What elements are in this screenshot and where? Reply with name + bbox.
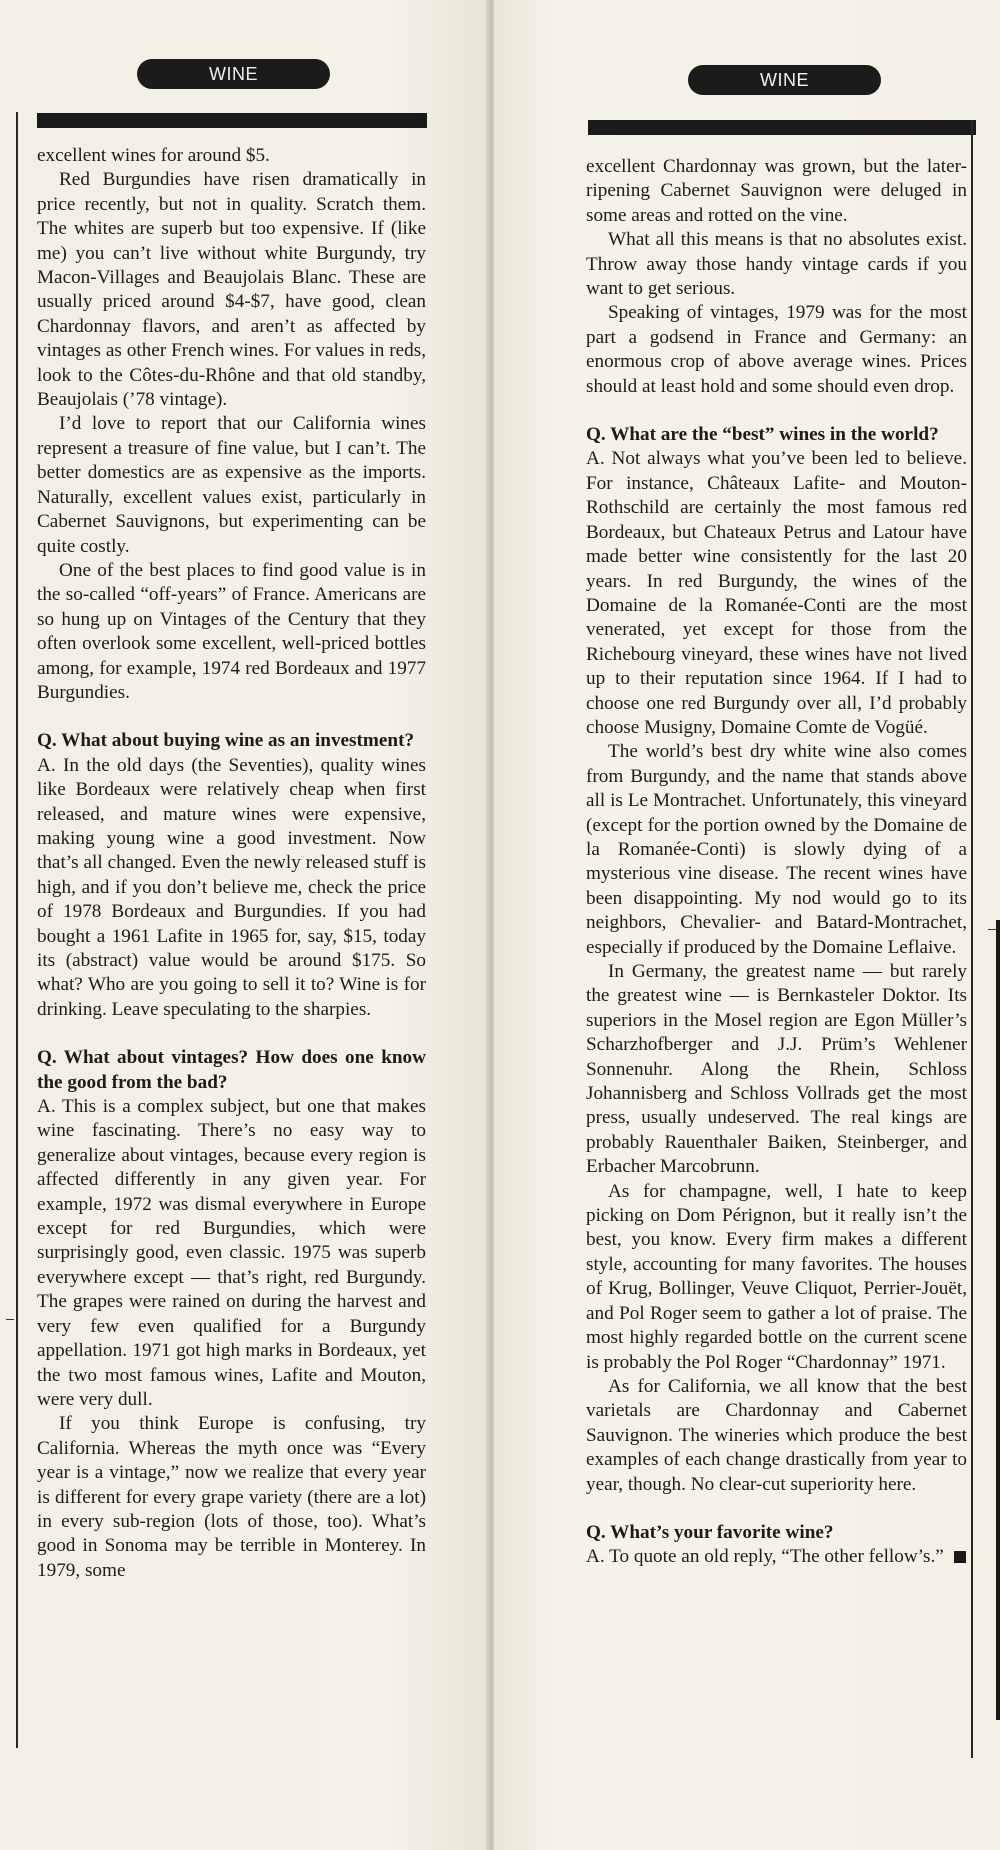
paragraph: If you think Europe is confusing, try California. Whereas the myth once was “Every year is a vintage,” now we realize that every year is different for every grape variety (there are a lot) in every sub-region (lots of those, too). What’s good in Sonoma may be terrible in Monterey. In 1979, some (37, 1413, 426, 1581)
section-label-pill (137, 59, 330, 89)
answer-paragraph: A. Not always what you’ve been led to believe. For instance, Châteaux Lafite- and Mouton-Rothschild are certainly the most famous red Bordeaux, but Chateaux Petrus and Latour have made better wine consistently for the last 20 years. In red Burgundy, the wines of the Domaine de la Romanée-Conti are the most venerated, yet except for those from the Richebourg vineyard, these wines have not lived up to their reputation since 1964. If I had to choose one red Burgundy over all, I’d probably choose Musigny, Domaine Comte de Vogüé. (586, 448, 967, 738)
section-label-pill (688, 65, 881, 95)
section-label: WINE (209, 64, 258, 84)
left-page (0, 0, 488, 1850)
answer-paragraph (586, 1545, 967, 1569)
column-rule (971, 120, 973, 1758)
header-rule (588, 120, 976, 135)
paragraph: I’d love to report that our California wines represent a treasure of fine value, but I can’t. The better domestics are as expensive as the imports. Naturally, excellent values exist, particularly in Cabernet Sauvignons, but experimenting can be quite costly. (37, 413, 426, 557)
section-label: WINE (760, 70, 809, 90)
paragraph: As for California, we all know that the best varietals are Chardonnay and Cabernet Sauvignon. The wineries which produce the best examples of each change drastically from year to year, though. No clear-cut superiority here. (586, 1375, 967, 1495)
margin-tick (988, 929, 996, 930)
page-edge (996, 920, 1000, 1720)
column-rule (16, 112, 18, 1748)
paragraph: In Germany, the greatest name — but rarely the greatest wine — is Bernkasteler Doktor. Its superiors in the Mosel region are Egon Müller’s Scharzhofberger and J.J. Prüm’s Wehlener Sonnenuhr. Along the Rhein, Schloss Johannisberg and Schloss Vollrads get the most press, usually undeserved. The real kings are probably Rauenthaler Baiken, Steinberger, and Erbacher Marcobrunn. (586, 961, 967, 1178)
paragraph: excellent Chardonnay was grown, but the later-ripening Cabernet Sauvignon were deluged in some areas and rotted on the vine. (586, 156, 967, 226)
answer-paragraph: A. In the old days (the Seventies), quality wines like Bordeaux were relatively cheap when first released, and mature wines were expensive, making young wine a good investment. Now that’s all changed. Even the newly released stuff is high, and if you don’t believe me, check the price of 1978 Bordeaux and Burgundies. If you had bought a 1961 Lafite in 1965 for, say, $15, today its (abstract) value would be around $175. So what? Who are you going to sell it to? Wine is for drinking. Leave speculating to the sharpies. (37, 754, 426, 1020)
question-heading: Q. What’s your favorite wine? (586, 1521, 834, 1543)
paragraph: As for champagne, well, I hate to keep picking on Dom Pérignon, but it really isn’t the best, you know. Every firm makes a different style, accounting for many favorites. The houses of Krug, Bollinger, Veuve Cliquot, Perrier-Jouët, and Pol Roger seem to gather a lot of praise. The most highly regarded bottle on the current scene is probably the Pol Roger “Chardonnay” 1971. (586, 1180, 967, 1373)
header-rule (37, 113, 427, 128)
paragraph: Speaking of vintages, 1979 was for the most part a godsend in France and Germany: an enormous crop of above average wines. Prices should at least hold and some should even drop. (586, 302, 967, 397)
question-heading: Q. What about buying wine as an investment? (37, 730, 415, 752)
paragraph: Red Burgundies have risen dramatically in price recently, but not in quality. Scratch them. The whites are superb but too expensive. If (like me) you can’t live without white Burgundy, try Macon-Villages and Beaujolais Blanc. These are usually priced around $4-$7, have good, clean Chardonnay flavors, and aren’t as affected by vintages as other French wines. For values in reds, look to the Côtes-du-Rhône and that old standby, Beaujolais (’78 vintage). (37, 169, 426, 411)
answer-text: A. To quote an old reply, “The other fellow’s.” (586, 1546, 944, 1568)
answer-paragraph: A. This is a complex subject, but one that makes wine fascinating. There’s no easy way to generalize about vintages, because every region is affected differently in any given year. For example, 1972 was dismal everywhere in Europe except for red Burgundies, which were surprisingly good, even classic. 1975 was superb everywhere except — that’s right, red Burgundy. The grapes were rained on during the harvest and very few even qualified for a Burgundy appellation. 1971 got high marks in Bordeaux, yet the two most famous wines, Lafite and Mouton, were very dull. (37, 1096, 426, 1410)
right-page (494, 0, 1000, 1850)
question-heading: Q. What about vintages? How does one know the good from the bad? (37, 1047, 426, 1093)
left-column (37, 144, 426, 1583)
end-mark (954, 1551, 966, 1563)
paragraph: One of the best places to find good value is in the so-called “off-years” of France. Americans are so hung up on Vintages of the Century that they often overlook some excellent, well-priced bottles among, for example, 1974 red Bordeaux and 1977 Burgundies. (37, 559, 426, 703)
margin-tick (6, 1319, 14, 1320)
paragraph: What all this means is that no absolutes exist. Throw away those handy vintage cards if you want to get serious. (586, 229, 967, 300)
right-column (586, 155, 967, 1570)
paragraph: The world’s best dry white wine also comes from Burgundy, and the name that stands above all is Le Montrachet. Unfortunately, this vineyard (except for the portion owned by the Domaine de la Romanée-Conti) is slowly dying of a mysterious vine disease. The recent wines have been disappointing. My nod would go to its neighbors, Chevalier- and Batard-Montrachet, especially if produced by the Domaine Leflaive. (586, 741, 967, 958)
paragraph: excellent wines for around $5. (37, 145, 270, 166)
question-heading: Q. What are the “best” wines in the world? (586, 424, 939, 446)
